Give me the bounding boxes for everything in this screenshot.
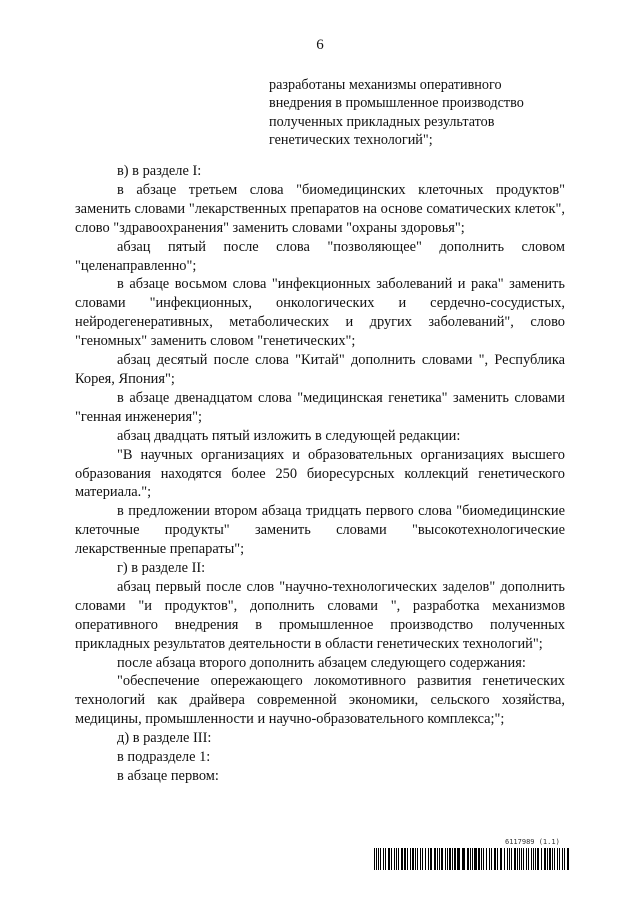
paragraph: в абзаце восьмом слова "инфекционных заболеваний и рака" заменить словами "инфекционных, онкологических и сердечно-сосудистых, нейродегенеративных, метаболических и других заболеваний", слово "геномных" заменить словом "генетических"; bbox=[75, 276, 565, 350]
barcode-icon bbox=[374, 848, 570, 870]
paragraph: в предложении втором абзаца тридцать первого слова "биомедицинские клеточные продукты" заменить словами "высокотехнологические лекарственные препараты"; bbox=[75, 503, 565, 558]
quote-line: внедрения в промышленное производство bbox=[269, 95, 524, 112]
paragraph: в абзаце двенадцатом слова "медицинская генетика" заменить словами "генная инженерия"; bbox=[75, 389, 565, 425]
page-number: 6 bbox=[316, 37, 324, 53]
paragraph: в абзаце первом: bbox=[117, 768, 219, 784]
paragraph: абзац первый после слов "научно-технологических заделов" дополнить словами "и продуктов", дополнить словами ", разработка механизмов оперативного внедрения в промышленное производство полученных прикладных результатов деятельности в области генетических технологий"; bbox=[75, 578, 565, 652]
paragraph: "В научных организациях и образовательных организациях высшего образования находятся более 250 биоресурсных коллекций генетического материала."; bbox=[75, 446, 565, 501]
paragraph: абзац десятый после слова "Китай" дополнить словами ", Республика Корея, Япония"; bbox=[75, 352, 565, 387]
section-heading: д) в разделе III: bbox=[117, 730, 212, 747]
paragraph: после абзаца второго дополнить абзацем следующего содержания: bbox=[117, 654, 526, 671]
paragraph: в абзаце третьем слова "биомедицинских клеточных продуктов" заменить словами "лекарственных препаратов на основе соматических клеток", слово "здравоохранения" заменить словами "охраны здоровья"; bbox=[75, 181, 565, 236]
quote-line: полученных прикладных результатов bbox=[269, 113, 495, 130]
quote-line: разработаны механизмы оперативного bbox=[269, 77, 502, 93]
document-body bbox=[75, 162, 565, 786]
quote-line: генетических технологий"; bbox=[269, 132, 433, 149]
paragraph: "обеспечение опережающего локомотивного развития генетических технологий как драйвера современной экономики, сельского хозяйства, медицины, промышленности и научно-образовательного комплекса;"; bbox=[75, 673, 565, 728]
section-heading: в) в разделе I: bbox=[117, 163, 202, 179]
quote-block bbox=[269, 76, 569, 150]
paragraph: абзац двадцать пятый изложить в следующей редакции: bbox=[117, 427, 461, 444]
document-code: 6117989 (1.1) bbox=[505, 838, 560, 846]
paragraph: абзац пятый после слова "позволяющее" дополнить словом "целенаправленно"; bbox=[75, 238, 565, 274]
section-heading: г) в разделе II: bbox=[117, 560, 206, 577]
subsection-heading: в подразделе 1: bbox=[117, 749, 211, 766]
